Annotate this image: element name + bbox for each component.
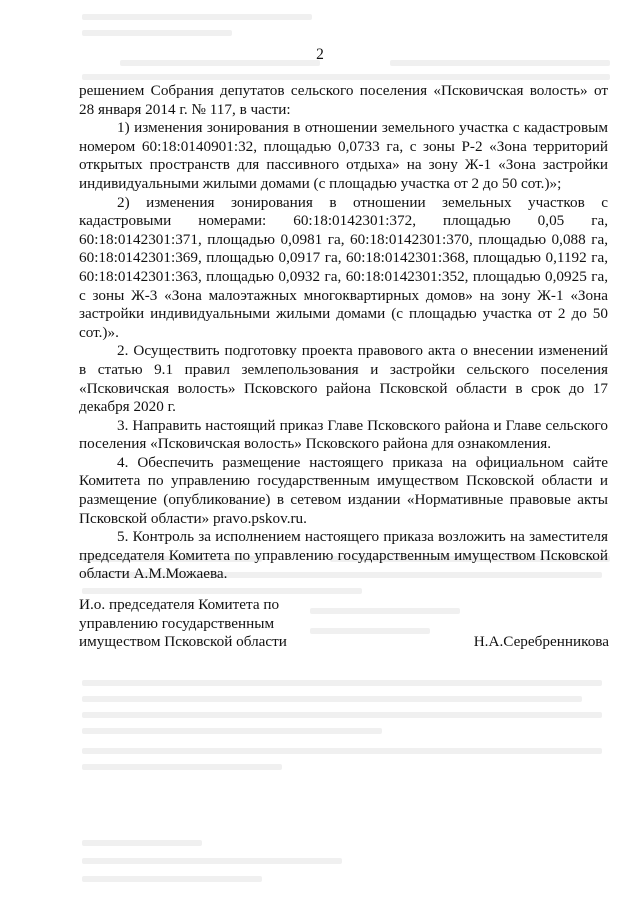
paragraph-clause-5: 5. Контроль за исполнением настоящего приказа возложить на заместителя председателя Комитета по управлению государственным имуществом Псковской области А.М.Можаева. [79, 528, 608, 583]
document-body [79, 82, 608, 584]
scan-bleed-through [82, 728, 382, 734]
scan-bleed-through [82, 588, 362, 594]
paragraph-clause-3: 3. Направить настоящий приказ Главе Псковского района и Главе сельского поселения «Псковичская волость» Псковского района для ознакомления. [79, 416, 608, 453]
scan-bleed-through [82, 696, 582, 702]
signatory-title-line: И.о. председателя Комитета по [79, 596, 280, 613]
signatory-title [79, 596, 339, 652]
scan-bleed-through [82, 748, 602, 754]
paragraph-decision-reference: решением Собрания депутатов сельского поселения «Псковичская волость» от 28 января 2014 г. № 117, в части: [79, 82, 608, 118]
page-number: 2 [316, 46, 324, 63]
scan-bleed-through [82, 712, 602, 718]
scan-bleed-through [82, 30, 232, 36]
paragraph-item-1: 1) изменения зонирования в отношении земельного участка с кадастровым номером 60:18:0140901:32, площадью 0,0733 га, с зоны Р-2 «Зона территорий открытых пространств для пассивного отдыха» на зону Ж-1 «Зона застройки индивидуальными жилыми домами (с площадью участка от 2 до 50 сот.)»; [79, 119, 608, 192]
paragraph-item-2: 2) изменения зонирования в отношении земельных участков с кадастровыми номерами: 60:18:0142301:372, площадью 0,05 га, 60:18:0142301:371, площадью 0,0981 га, 60:18:0142301:370, площадью 0,088 га, 60:18:0142301:369, площадью 0,0917 га, 60:18:0142301:368, площадью 0,1192 га, 60:18:0142301:363, площадью 0,0932 га, 60:18:0142301:352, площадью 0,0925 га, с зоны Ж-3 «Зона малоэтажных многоквартирных домов» на зону Ж-1 «Зона застройки индивидуальными жилыми домами (с площадью участка от 2 до 50 сот.)». [79, 193, 608, 341]
scan-bleed-through [82, 680, 602, 686]
scan-bleed-through [82, 74, 610, 80]
signatory-title-line: управлению государственным [79, 614, 275, 632]
signatory-name: Н.А.Серебренникова [473, 633, 609, 650]
signatory-title-line: имуществом Псковской области [79, 633, 287, 651]
scan-bleed-through [82, 840, 202, 846]
scan-bleed-through [82, 14, 312, 20]
scan-bleed-through [82, 876, 262, 882]
paragraph-clause-4: 4. Обеспечить размещение настоящего приказа на официальном сайте Комитета по управлению государственным имуществом Псковской области и размещение (опубликование) в сетевом издании «Нормативные правовые акты Псковской области» pravo.pskov.ru. [79, 453, 608, 527]
scan-bleed-through [82, 858, 342, 864]
signature-block [79, 596, 609, 656]
paragraph-clause-2: 2. Осуществить подготовку проекта правового акта о внесении изменений в статью 9.1 правил землепользования и застройки сельского поселения «Псковичская волость» Псковского района Псковской области в срок до 17 декабря 2020 г. [79, 342, 608, 416]
scan-bleed-through [82, 764, 282, 770]
